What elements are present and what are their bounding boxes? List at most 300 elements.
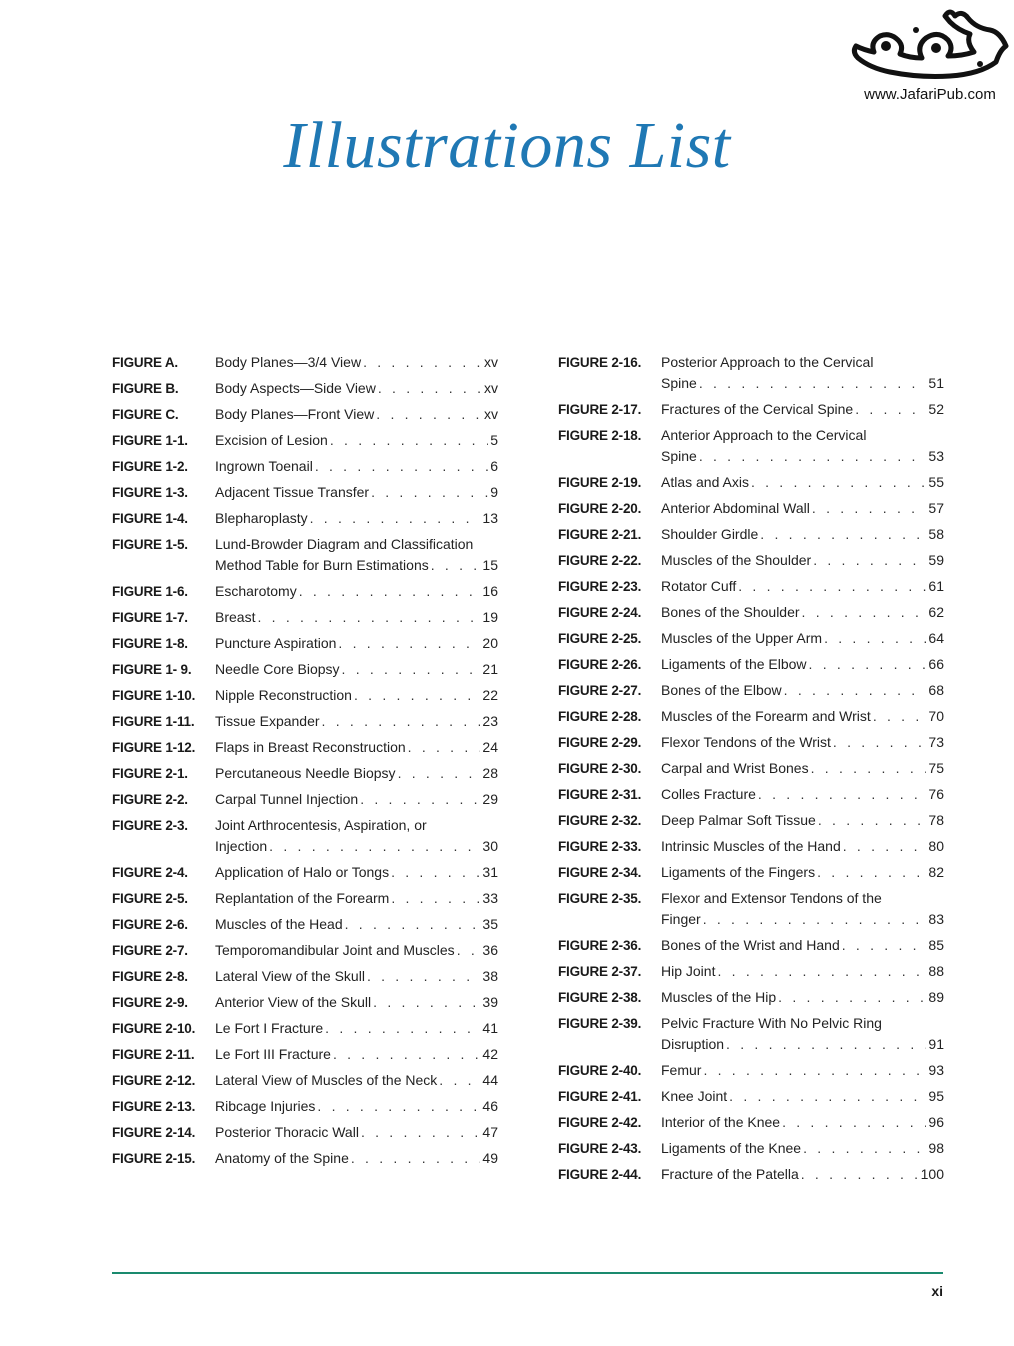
figure-description — [661, 550, 944, 571]
figure-label: FIGURE 2-20. — [558, 501, 642, 516]
figure-title: Disruption — [661, 1036, 725, 1052]
leader-line — [661, 706, 944, 727]
figure-title: Replantation of the Forearm — [215, 890, 390, 906]
list-item — [558, 1013, 944, 1055]
leader-line — [215, 763, 498, 784]
figure-title: Muscles of the Hip — [661, 989, 777, 1005]
figure-description — [661, 399, 944, 420]
dot-leader — [802, 602, 927, 623]
page-ref: 42 — [482, 1046, 498, 1062]
list-item — [558, 1112, 944, 1133]
figure-label: FIGURE 1-2. — [112, 459, 188, 474]
figure-description — [661, 352, 944, 394]
dot-leader — [729, 1086, 926, 1107]
figure-label: FIGURE 2-1. — [112, 766, 188, 781]
dot-leader — [812, 498, 927, 519]
figure-title: Nipple Reconstruction — [215, 687, 352, 703]
figure-description — [215, 940, 498, 961]
dot-leader — [817, 862, 926, 883]
figure-label: FIGURE 2-12. — [112, 1073, 196, 1088]
leader-line — [661, 1086, 944, 1107]
page-ref: 80 — [928, 838, 944, 854]
dot-leader — [784, 680, 927, 701]
right-column — [558, 352, 944, 1190]
leader-line — [661, 498, 944, 519]
figure-label: FIGURE 2-4. — [112, 865, 188, 880]
figure-title: Ligaments of the Knee — [661, 1140, 802, 1156]
figure-description — [215, 1122, 498, 1143]
page-ref: 53 — [928, 448, 944, 464]
figure-label: FIGURE 2-17. — [558, 402, 642, 417]
figure-title: Rotator Cuff — [661, 578, 737, 594]
list-item — [558, 810, 944, 831]
figure-description — [661, 810, 944, 831]
figure-label: FIGURE 2-22. — [558, 553, 642, 568]
page-ref: xv — [484, 354, 498, 370]
figure-label: FIGURE C. — [112, 407, 179, 422]
figure-description — [215, 815, 498, 857]
list-item — [558, 399, 944, 420]
figure-label: FIGURE 2-31. — [558, 787, 642, 802]
list-item — [112, 992, 498, 1013]
dot-leader — [726, 1034, 926, 1055]
page-ref: 61 — [928, 578, 944, 594]
list-item — [558, 784, 944, 805]
page-ref: 47 — [482, 1124, 498, 1140]
page-ref: 64 — [928, 630, 944, 646]
dot-leader — [351, 1148, 481, 1169]
list-item — [558, 628, 944, 649]
figure-title: Fracture of the Patella — [661, 1166, 799, 1182]
leader-line — [661, 784, 944, 805]
leader-line — [661, 987, 944, 1008]
figure-title: Body Aspects—Side View — [215, 380, 376, 396]
dot-leader — [809, 654, 927, 675]
figure-title: Adjacent Tissue Transfer — [215, 484, 370, 500]
figure-description — [215, 789, 498, 810]
dot-leader — [391, 888, 480, 909]
figure-label: FIGURE 1-6. — [112, 584, 188, 599]
leader-line — [661, 373, 944, 394]
figure-label: FIGURE 2-25. — [558, 631, 642, 646]
figure-title: Knee Joint — [661, 1088, 728, 1104]
calligraphy-logo-icon — [850, 6, 1010, 86]
figure-title: Excision of Lesion — [215, 432, 328, 448]
figure-title: Ligaments of the Elbow — [661, 656, 807, 672]
leader-line — [661, 961, 944, 982]
figure-title: Ligaments of the Fingers — [661, 864, 816, 880]
dot-leader — [378, 378, 482, 399]
dot-leader — [801, 1164, 919, 1185]
list-item — [558, 425, 944, 467]
figure-description — [215, 966, 498, 987]
figure-title: Deep Palmar Soft Tissue — [661, 812, 816, 828]
figure-label: FIGURE 2-30. — [558, 761, 642, 776]
leader-line — [215, 1148, 498, 1169]
page-ref: 23 — [482, 713, 498, 729]
figure-label: FIGURE 2-36. — [558, 938, 642, 953]
figure-title: Lateral View of the Skull — [215, 968, 365, 984]
dot-leader — [782, 1112, 926, 1133]
figure-label: FIGURE 2-5. — [112, 891, 188, 906]
leader-line — [661, 602, 944, 623]
leader-line — [215, 836, 498, 857]
list-item — [558, 1060, 944, 1081]
figure-title: Escharotomy — [215, 583, 297, 599]
figure-title: Le Fort I Fracture — [215, 1020, 324, 1036]
figure-title: Finger — [661, 911, 701, 927]
figure-description — [661, 987, 944, 1008]
leader-line — [661, 732, 944, 753]
page-ref: 9 — [490, 484, 498, 500]
figure-description — [661, 1060, 944, 1081]
list-item — [112, 763, 498, 784]
list-item — [112, 737, 498, 758]
page-ref: 31 — [482, 864, 498, 880]
leader-line — [215, 862, 498, 883]
page-ref: 28 — [482, 765, 498, 781]
figure-title: Femur — [661, 1062, 702, 1078]
list-item — [112, 1148, 498, 1169]
dot-leader — [391, 862, 480, 883]
page-ref: 78 — [928, 812, 944, 828]
figure-title: Bones of the Shoulder — [661, 604, 800, 620]
leader-line — [215, 1070, 498, 1091]
leader-line — [215, 711, 498, 732]
figure-title: Muscles of the Shoulder — [661, 552, 812, 568]
leader-line — [215, 607, 498, 628]
page-ref: 36 — [482, 942, 498, 958]
list-item — [112, 862, 498, 883]
dot-leader — [408, 737, 481, 758]
leader-line — [215, 1044, 498, 1065]
figure-label: FIGURE 2-10. — [112, 1021, 196, 1036]
figure-description — [661, 935, 944, 956]
figure-title-line: Posterior Approach to the Cervical — [661, 354, 874, 370]
figure-title: Muscles of the Head — [215, 916, 343, 932]
dot-leader — [376, 404, 482, 425]
list-item — [112, 711, 498, 732]
figure-title: Injection — [215, 838, 268, 854]
figure-label: FIGURE 2-44. — [558, 1167, 642, 1182]
figure-title: Anatomy of the Spine — [215, 1150, 349, 1166]
dot-leader — [257, 607, 480, 628]
figure-description — [215, 1096, 498, 1117]
leader-line — [661, 836, 944, 857]
dot-leader — [330, 430, 488, 451]
list-item — [112, 888, 498, 909]
dot-leader — [345, 914, 481, 935]
figure-description — [661, 425, 944, 467]
figure-description — [661, 758, 944, 779]
leader-line — [215, 914, 498, 935]
figure-description — [215, 1018, 498, 1039]
list-item — [112, 815, 498, 857]
dot-leader — [703, 909, 927, 930]
page-ref: 59 — [928, 552, 944, 568]
figure-title: Flexor Tendons of the Wrist — [661, 734, 831, 750]
list-item — [112, 1070, 498, 1091]
list-item — [558, 1138, 944, 1159]
leader-line — [661, 1112, 944, 1133]
figure-label: FIGURE 2-27. — [558, 683, 642, 698]
figure-title: Spine — [661, 448, 697, 464]
list-item — [558, 987, 944, 1008]
list-item — [558, 654, 944, 675]
figure-label: FIGURE 1-4. — [112, 511, 188, 526]
leader-line — [661, 680, 944, 701]
list-item — [558, 888, 944, 930]
figure-description — [215, 378, 498, 399]
figure-label: FIGURE 2-33. — [558, 839, 642, 854]
leader-line — [215, 352, 498, 373]
figure-label: FIGURE 2-18. — [558, 428, 642, 443]
page-ref: 98 — [928, 1140, 944, 1156]
figure-description — [661, 628, 944, 649]
figure-title: Tissue Expander — [215, 713, 320, 729]
list-item — [558, 961, 944, 982]
dot-leader — [842, 935, 927, 956]
figure-description — [215, 607, 498, 628]
figure-description — [661, 680, 944, 701]
dot-leader — [363, 352, 482, 373]
page-ref: 24 — [482, 739, 498, 755]
page-ref: 13 — [482, 510, 498, 526]
figure-title: Shoulder Girdle — [661, 526, 759, 542]
leader-line — [661, 576, 944, 597]
figure-description — [661, 961, 944, 982]
figure-label: FIGURE 2-40. — [558, 1063, 642, 1078]
figure-label: FIGURE 1-7. — [112, 610, 188, 625]
leader-line — [215, 966, 498, 987]
figure-title: Fractures of the Cervical Spine — [661, 401, 854, 417]
list-item — [558, 935, 944, 956]
figure-description — [215, 888, 498, 909]
dot-leader — [811, 758, 927, 779]
page-ref: 68 — [928, 682, 944, 698]
figure-title: Anterior View of the Skull — [215, 994, 372, 1010]
figure-description — [661, 784, 944, 805]
page-ref: 33 — [482, 890, 498, 906]
dot-leader — [431, 555, 481, 576]
figure-label: FIGURE 2-13. — [112, 1099, 196, 1114]
figure-description — [215, 456, 498, 477]
figure-label: FIGURE 2-39. — [558, 1016, 642, 1031]
page-ref: 41 — [482, 1020, 498, 1036]
list-item — [112, 966, 498, 987]
figure-description — [215, 763, 498, 784]
figure-description — [661, 1013, 944, 1055]
dot-leader — [333, 1044, 480, 1065]
figure-title: Carpal Tunnel Injection — [215, 791, 359, 807]
figure-description — [661, 498, 944, 519]
page-ref: 35 — [482, 916, 498, 932]
figure-title: Atlas and Axis — [661, 474, 749, 490]
page-ref: 5 — [490, 432, 498, 448]
figure-description — [661, 602, 944, 623]
page-ref: 62 — [928, 604, 944, 620]
left-column — [112, 352, 498, 1174]
figure-title: Ribcage Injuries — [215, 1098, 316, 1114]
figure-description — [215, 914, 498, 935]
dot-leader — [855, 399, 926, 420]
leader-line — [215, 659, 498, 680]
page-ref: 95 — [928, 1088, 944, 1104]
leader-line — [215, 555, 498, 576]
page-ref: 85 — [928, 937, 944, 953]
dot-leader — [699, 446, 927, 467]
leader-line — [661, 654, 944, 675]
figure-description — [215, 659, 498, 680]
figure-label: FIGURE 2-42. — [558, 1115, 642, 1130]
list-item — [558, 602, 944, 623]
figure-label: FIGURE 2-35. — [558, 891, 642, 906]
dot-leader — [439, 1070, 480, 1091]
figure-title-line: Pelvic Fracture With No Pelvic Ring — [661, 1015, 882, 1031]
dot-leader — [317, 1096, 480, 1117]
list-item — [558, 680, 944, 701]
figure-description — [661, 706, 944, 727]
figure-description — [661, 732, 944, 753]
figure-description — [661, 836, 944, 857]
page-ref: 6 — [490, 458, 498, 474]
figure-title: Blepharoplasty — [215, 510, 308, 526]
figure-title: Bones of the Elbow — [661, 682, 782, 698]
figure-label: FIGURE 1-11. — [112, 714, 195, 729]
dot-leader — [758, 784, 927, 805]
figure-description — [215, 1148, 498, 1169]
dot-leader — [373, 992, 480, 1013]
figure-label: FIGURE 1-1. — [112, 433, 188, 448]
leader-line — [215, 482, 498, 503]
list-item — [558, 472, 944, 493]
list-item — [558, 732, 944, 753]
figure-label: FIGURE 2-37. — [558, 964, 642, 979]
figure-description — [661, 1138, 944, 1159]
dot-leader — [342, 659, 481, 680]
dot-leader — [299, 581, 481, 602]
page-ref: xv — [484, 380, 498, 396]
page-ref: 100 — [920, 1166, 944, 1182]
leader-line — [215, 1122, 498, 1143]
dot-leader — [703, 1060, 926, 1081]
figure-label: FIGURE 2-21. — [558, 527, 642, 542]
dot-leader — [371, 482, 488, 503]
figure-description — [215, 685, 498, 706]
figure-title: Method Table for Burn Estimations — [215, 557, 429, 573]
list-item — [558, 524, 944, 545]
dot-leader — [873, 706, 927, 727]
dot-leader — [325, 1018, 480, 1039]
list-item — [112, 534, 498, 576]
figure-label: FIGURE B. — [112, 381, 179, 396]
leader-line — [661, 758, 944, 779]
figure-label: FIGURE 2-24. — [558, 605, 642, 620]
figure-description — [215, 711, 498, 732]
figure-label: FIGURE 2-16. — [558, 355, 642, 370]
figure-label: FIGURE 2-26. — [558, 657, 642, 672]
leader-line — [215, 789, 498, 810]
list-item — [558, 550, 944, 571]
figure-title-line: Lund-Browder Diagram and Classification — [215, 536, 474, 552]
page-ref: 16 — [482, 583, 498, 599]
leader-line — [661, 1034, 944, 1055]
leader-line — [215, 430, 498, 451]
figure-description — [215, 482, 498, 503]
figure-label: FIGURE 2-32. — [558, 813, 642, 828]
leader-line — [215, 404, 498, 425]
leader-line — [215, 581, 498, 602]
page-ref: 82 — [928, 864, 944, 880]
figure-description — [215, 1070, 498, 1091]
figure-title: Puncture Aspiration — [215, 635, 337, 651]
leader-line — [215, 685, 498, 706]
figure-label: FIGURE 2-29. — [558, 735, 642, 750]
dot-leader — [354, 685, 480, 706]
figure-title: Percutaneous Needle Biopsy — [215, 765, 396, 781]
page-ref: 30 — [482, 838, 498, 854]
figure-label: FIGURE 2-6. — [112, 917, 188, 932]
figure-title: Temporomandibular Joint and Muscles — [215, 942, 455, 958]
list-item — [112, 482, 498, 503]
figure-description — [215, 581, 498, 602]
figure-label: FIGURE 2-28. — [558, 709, 642, 724]
leader-line — [661, 935, 944, 956]
dot-leader — [699, 373, 927, 394]
figure-label: FIGURE 2-7. — [112, 943, 188, 958]
dot-leader — [269, 836, 480, 857]
dot-leader — [315, 456, 488, 477]
figure-title: Application of Halo or Tongs — [215, 864, 390, 880]
figure-label: FIGURE 1-12. — [112, 740, 196, 755]
list-item — [112, 430, 498, 451]
figure-description — [661, 472, 944, 493]
leader-line — [661, 446, 944, 467]
dot-leader — [813, 550, 926, 571]
leader-line — [215, 737, 498, 758]
list-item — [558, 352, 944, 394]
leader-line — [661, 1164, 944, 1185]
list-item — [558, 836, 944, 857]
figure-description — [661, 654, 944, 675]
logo-url: www.JafariPub.com — [864, 86, 996, 103]
figure-label: FIGURE 2-15. — [112, 1151, 196, 1166]
figure-description — [215, 508, 498, 529]
leader-line — [215, 508, 498, 529]
dot-leader — [751, 472, 926, 493]
page-ref: 91 — [928, 1036, 944, 1052]
list-item — [558, 862, 944, 883]
figure-description — [661, 1112, 944, 1133]
figure-description — [215, 534, 498, 576]
page-number: xi — [931, 1283, 943, 1299]
leader-line — [661, 909, 944, 930]
page-ref: 38 — [482, 968, 498, 984]
figure-label: FIGURE 2-19. — [558, 475, 642, 490]
list-item — [112, 659, 498, 680]
page-ref: 75 — [928, 760, 944, 776]
leader-line — [215, 456, 498, 477]
page-ref: 46 — [482, 1098, 498, 1114]
leader-line — [661, 524, 944, 545]
list-item — [558, 1164, 944, 1185]
figure-title: Spine — [661, 375, 697, 391]
page-ref: 83 — [928, 911, 944, 927]
dot-leader — [760, 524, 926, 545]
page-ref: 44 — [482, 1072, 498, 1088]
figure-label: FIGURE 2-23. — [558, 579, 642, 594]
dot-leader — [322, 711, 481, 732]
